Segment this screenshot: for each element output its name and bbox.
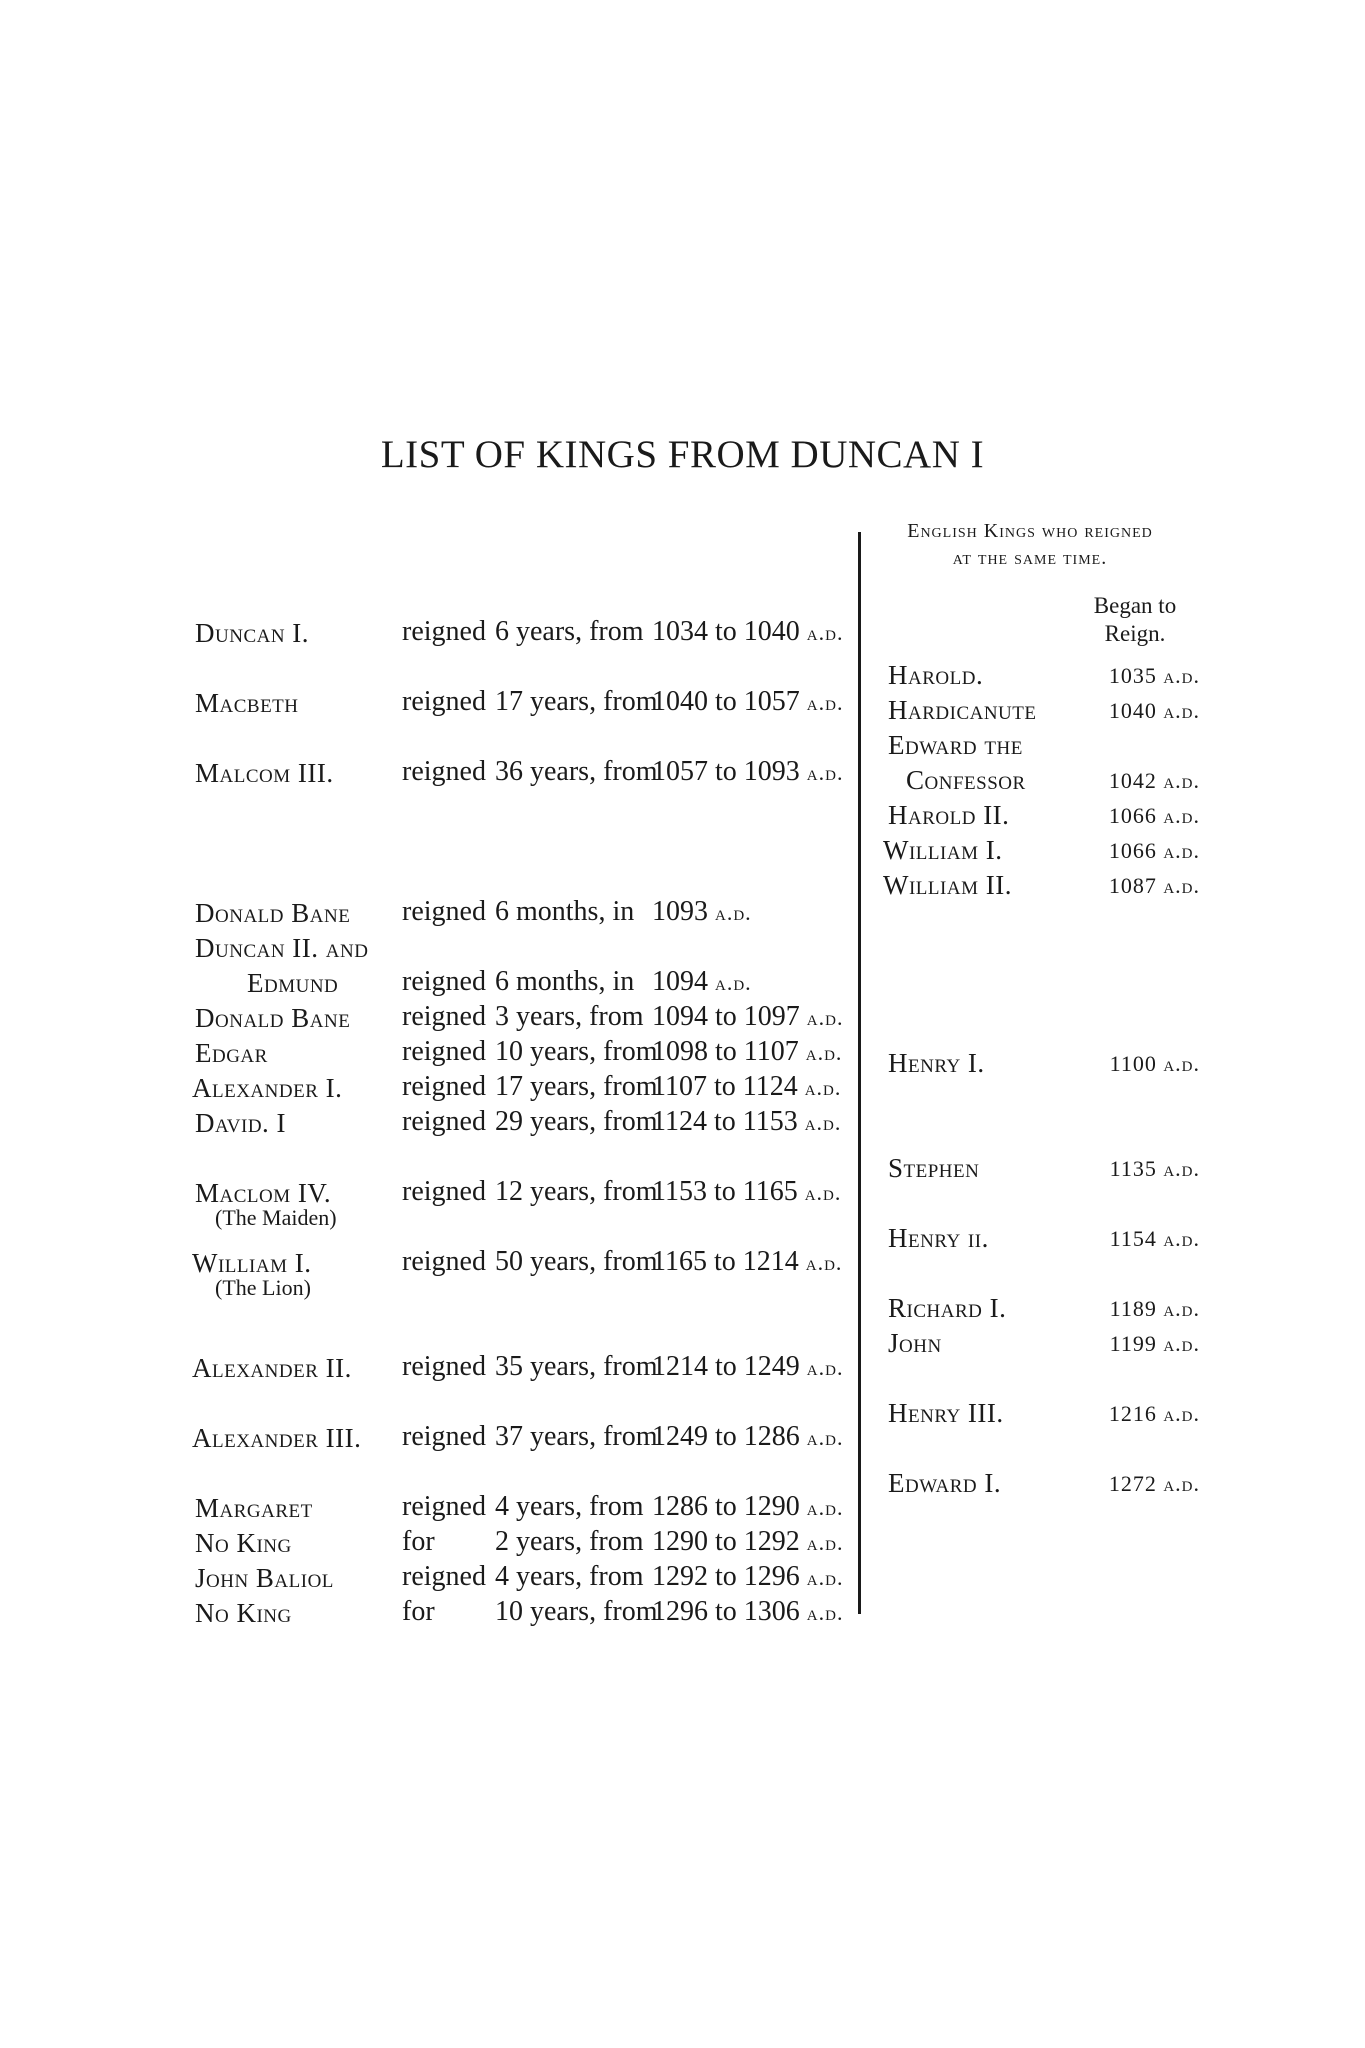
reign-verb: reigned — [402, 1071, 486, 1102]
reign-range — [652, 1106, 841, 1138]
reign-era: a.d. — [804, 1075, 842, 1100]
english-header-line-2: at the same time. — [952, 547, 1108, 569]
king-name: William I. — [192, 1248, 312, 1278]
reign-range — [652, 1036, 842, 1068]
king-name: Duncan I. — [195, 618, 310, 648]
reign-range-years: 1296 to 1306 — [652, 1596, 800, 1627]
king-name: Macbeth — [195, 688, 299, 718]
reign-range — [652, 1561, 843, 1593]
reign-era: a.d. — [806, 1530, 844, 1555]
reign-range-years: 1040 to 1057 — [652, 686, 800, 717]
reign-range — [652, 616, 843, 648]
english-king-year: 1040 a.d. — [1108, 698, 1200, 723]
column-divider — [858, 532, 861, 1614]
reign-era: a.d. — [806, 690, 844, 715]
english-king-year: 1035 a.d. — [1108, 663, 1200, 688]
reign-era: a.d. — [715, 970, 752, 995]
reign-verb: for — [402, 1526, 435, 1557]
reign-verb: reigned — [402, 1036, 486, 1067]
english-king-name: Henry ii. — [888, 1223, 989, 1253]
reign-era: a.d. — [806, 620, 844, 645]
reign-range — [652, 686, 843, 718]
reign-duration: 17 years, from — [495, 1071, 658, 1102]
king-name: Margaret — [195, 1493, 313, 1523]
reign-range-years: 1093 — [652, 896, 708, 927]
king-name: No King — [195, 1598, 292, 1628]
reign-range-years: 1098 to 1107 — [652, 1036, 799, 1067]
began-to-reign-header — [1080, 592, 1190, 648]
english-king-name: William II. — [883, 870, 1012, 900]
english-king-name: John — [888, 1328, 942, 1358]
reign-era: a.d. — [806, 1600, 844, 1625]
reign-verb: reigned — [402, 966, 486, 997]
reign-duration: 10 years, from — [495, 1036, 658, 1067]
english-king-name: Edward the — [888, 730, 1023, 760]
king-name: Malcom III. — [195, 758, 334, 788]
king-name: Alexander I. — [192, 1073, 343, 1103]
reign-duration: 35 years, from — [495, 1351, 658, 1382]
english-king-year: 1216 a.d. — [1108, 1401, 1200, 1426]
reign-range — [652, 1526, 843, 1558]
english-header-line-1: English Kings who reigned — [907, 520, 1153, 542]
reign-verb: reigned — [402, 1106, 486, 1137]
reign-verb: reigned — [402, 1176, 486, 1207]
reign-range-years: 1034 to 1040 — [652, 616, 800, 647]
english-king-year: 1066 a.d. — [1108, 838, 1200, 863]
king-name: Donald Bane — [195, 898, 351, 928]
english-king-name: Stephen — [888, 1153, 980, 1183]
reign-range-years: 1107 to 1124 — [652, 1071, 798, 1102]
reign-verb: reigned — [402, 1491, 486, 1522]
reign-era: a.d. — [806, 1005, 844, 1030]
reign-verb: reigned — [402, 1561, 486, 1592]
english-king-name: Harold II. — [888, 800, 1010, 830]
epithet-the-maiden: (The Maiden) — [215, 1205, 337, 1230]
king-name: John Baliol — [195, 1563, 334, 1593]
reign-duration: 4 years, from — [495, 1561, 644, 1592]
reign-era: a.d. — [806, 760, 844, 785]
english-king-name: William I. — [883, 835, 1003, 865]
english-king-year: 1199 a.d. — [1109, 1331, 1200, 1356]
english-king-name: Confessor — [906, 765, 1026, 795]
reign-range — [652, 1491, 843, 1523]
reign-era: a.d. — [806, 1495, 844, 1520]
reign-duration: 6 months, in — [495, 966, 635, 997]
reign-verb: reigned — [402, 616, 486, 647]
reign-duration: 37 years, from — [495, 1421, 658, 1452]
began-header-line-1: Began to — [1093, 593, 1177, 618]
reign-era: a.d. — [806, 1565, 844, 1590]
reign-range-years: 1094 to 1097 — [652, 1001, 800, 1032]
english-king-year: 1135 a.d. — [1109, 1156, 1200, 1181]
english-king-year: 1272 a.d. — [1108, 1471, 1200, 1496]
reign-range-years: 1249 to 1286 — [652, 1421, 800, 1452]
reign-duration: 36 years, from — [495, 756, 658, 787]
reign-era: a.d. — [804, 1180, 842, 1205]
reign-era: a.d. — [806, 1355, 844, 1380]
reign-duration: 6 years, from — [495, 616, 644, 647]
reign-duration: 12 years, from — [495, 1176, 658, 1207]
english-king-year: 1100 a.d. — [1109, 1051, 1200, 1076]
king-name: Alexander II. — [192, 1353, 352, 1383]
reign-range-years: 1292 to 1296 — [652, 1561, 800, 1592]
king-name: Edmund — [247, 968, 339, 998]
english-king-name: Harold. — [888, 660, 984, 690]
reign-range — [652, 1246, 842, 1278]
reign-range — [652, 1351, 843, 1383]
reign-range — [652, 1001, 843, 1033]
reign-range — [652, 1176, 841, 1208]
reign-duration: 6 months, in — [495, 896, 635, 927]
reign-range — [652, 1421, 843, 1453]
reign-range — [652, 966, 752, 998]
reign-range-years: 1057 to 1093 — [652, 756, 800, 787]
english-king-year: 1066 a.d. — [1108, 803, 1200, 828]
reign-verb: reigned — [402, 1421, 486, 1452]
king-name: Duncan II. and — [195, 933, 369, 963]
reign-verb: reigned — [402, 756, 486, 787]
english-king-name: Edward I. — [888, 1468, 1002, 1498]
page-title: LIST OF KINGS FROM DUNCAN I — [380, 433, 985, 476]
english-king-year: 1154 a.d. — [1109, 1226, 1200, 1251]
reign-range — [652, 1071, 841, 1103]
english-king-name: Hardicanute — [888, 695, 1037, 725]
king-name: Maclom IV. — [195, 1178, 332, 1208]
reign-range — [652, 1596, 843, 1628]
king-name: Donald Bane — [195, 1003, 351, 1033]
reign-era: a.d. — [805, 1040, 843, 1065]
reign-range-years: 1214 to 1249 — [652, 1351, 800, 1382]
reign-era: a.d. — [804, 1110, 842, 1135]
reign-range-years: 1124 to 1153 — [652, 1106, 798, 1137]
reign-duration: 17 years, from — [495, 686, 658, 717]
english-king-year: 1042 a.d. — [1108, 768, 1200, 793]
reign-duration: 10 years, from — [495, 1596, 658, 1627]
english-kings-header — [865, 518, 1195, 572]
reign-era: a.d. — [715, 900, 752, 925]
reign-duration: 3 years, from — [495, 1001, 644, 1032]
english-king-name: Henry I. — [888, 1048, 985, 1078]
reign-range — [652, 896, 752, 928]
english-king-year: 1189 a.d. — [1109, 1296, 1200, 1321]
reign-duration: 4 years, from — [495, 1491, 644, 1522]
reign-verb: reigned — [402, 1246, 486, 1277]
reign-era: a.d. — [806, 1425, 844, 1450]
reign-duration: 29 years, from — [495, 1106, 658, 1137]
king-name: Alexander III. — [192, 1423, 362, 1453]
reign-range-years: 1094 — [652, 966, 708, 997]
reign-range-years: 1286 to 1290 — [652, 1491, 800, 1522]
reign-era: a.d. — [805, 1250, 843, 1275]
reign-range-years: 1290 to 1292 — [652, 1526, 800, 1557]
reign-verb: reigned — [402, 896, 486, 927]
king-name: Edgar — [195, 1038, 268, 1068]
reign-duration: 2 years, from — [495, 1526, 644, 1557]
reign-range — [652, 756, 843, 788]
reign-verb: reigned — [402, 1001, 486, 1032]
english-king-name: Richard I. — [888, 1293, 1007, 1323]
king-name: No King — [195, 1528, 292, 1558]
reign-duration: 50 years, from — [495, 1246, 658, 1277]
english-king-year: 1087 a.d. — [1108, 873, 1200, 898]
king-name: David. I — [195, 1108, 287, 1138]
began-header-line-2: Reign. — [1104, 621, 1166, 646]
reign-range-years: 1153 to 1165 — [652, 1176, 798, 1207]
epithet-the-lion: (The Lion) — [215, 1275, 311, 1300]
reign-verb: for — [402, 1596, 435, 1627]
reign-verb: reigned — [402, 686, 486, 717]
english-king-name: Henry III. — [888, 1398, 1004, 1428]
reign-verb: reigned — [402, 1351, 486, 1382]
reign-range-years: 1165 to 1214 — [652, 1246, 799, 1277]
